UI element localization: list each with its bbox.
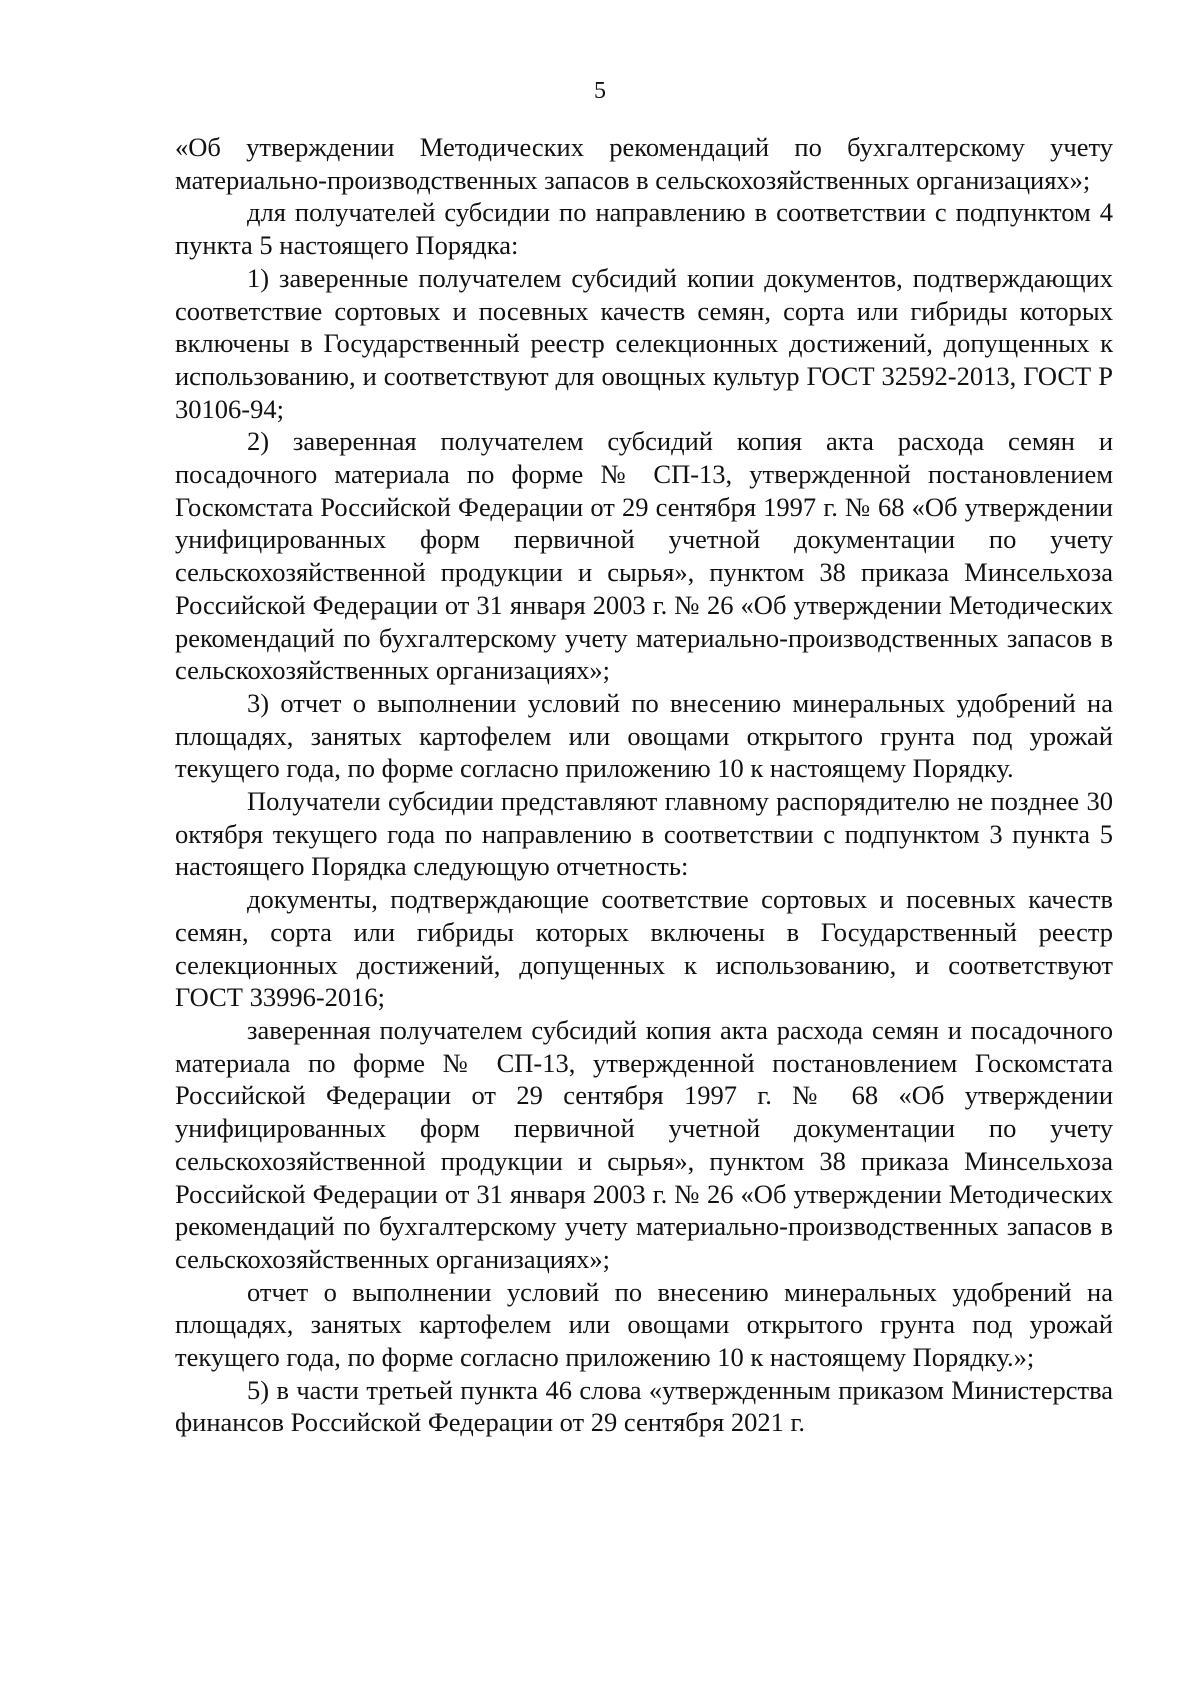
document-body bbox=[175, 131, 1113, 1439]
paragraph: документы, подтверждающие соответствие сортовых и посевных качеств семян, сорта или гибриды которых включены в Государственный реестр селекционных достижений, допущенных к использованию, и соответствуют ГОСТ 33996-2016; bbox=[175, 884, 1113, 1013]
paragraph: отчет о выполнении условий по внесению минеральных удобрений на площадях, занятых картофелем или овощами открытого грунта под урожай текущего года, по форме согласно приложению 10 к настоящему Порядку.»; bbox=[175, 1276, 1113, 1373]
paragraph: «Об утверждении Методических рекомендаций по бухгалтерскому учету материально-производственных запасов в сельскохозяйственных организациях»; bbox=[175, 132, 1113, 195]
paragraph: 5) в части третьей пункта 46 слова «утвержденным приказом Министерства финансов Российской Федерации от 29 сентября 2021 г. bbox=[175, 1374, 1113, 1438]
paragraph: заверенная получателем субсидий копия акта расхода семян и посадочного материала по форме № СП-13, утвержденной постановлением Госкомстата Российской Федерации от 29 сентября 1997 г. № 68 «Об утверждении унифицированных форм первичной учетной документации по учету сельскохозяйственной продукции и сырья», пунктом 38 приказа Минсельхоза Российской Федерации от 31 января 2003 г. № 26 «Об утверждении Методических рекомендаций по бухгалтерскому учету материально-производственных запасов в сельскохозяйственных организациях»; bbox=[175, 1014, 1113, 1274]
page-number: 5 bbox=[594, 78, 606, 104]
paragraph: 3) отчет о выполнении условий по внесению минеральных удобрений на площадях, занятых картофелем или овощами открытого грунта под урожай текущего года, по форме согласно приложению 10 к настоящему Порядку. bbox=[175, 687, 1113, 784]
paragraph: 2) заверенная получателем субсидий копия акта расхода семян и посадочного материала по форме № СП-13, утвержденной постановлением Госкомстата Российской Федерации от 29 сентября 1997 г. № 68 «Об утверждении унифицированных форм первичной учетной документации по учету сельскохозяйственной продукции и сырья», пунктом 38 приказа Минсельхоза Российской Федерации от 31 января 2003 г. № 26 «Об утверждении Методических рекомендаций по бухгалтерскому учету материально-производственных запасов в сельскохозяйственных организациях»; bbox=[175, 426, 1113, 686]
paragraph: 1) заверенные получателем субсидий копии документов, подтверждающих соответствие сортовых и посевных качеств семян, сорта или гибриды которых включены в Государственный реестр селекционных достижений, допущенных к использованию, и соответствуют для овощных культур ГОСТ 32592-2013, ГОСТ Р 30106-94; bbox=[175, 262, 1113, 424]
paragraph: для получателей субсидии по направлению в соответствии с подпунктом 4 пункта 5 настоящего Порядка: bbox=[175, 197, 1113, 261]
paragraph: Получатели субсидии представляют главному распорядителю не позднее 30 октября текущего года по направлению в соответствии с подпунктом 3 пункта 5 настоящего Порядка следующую отчетность: bbox=[175, 786, 1113, 882]
